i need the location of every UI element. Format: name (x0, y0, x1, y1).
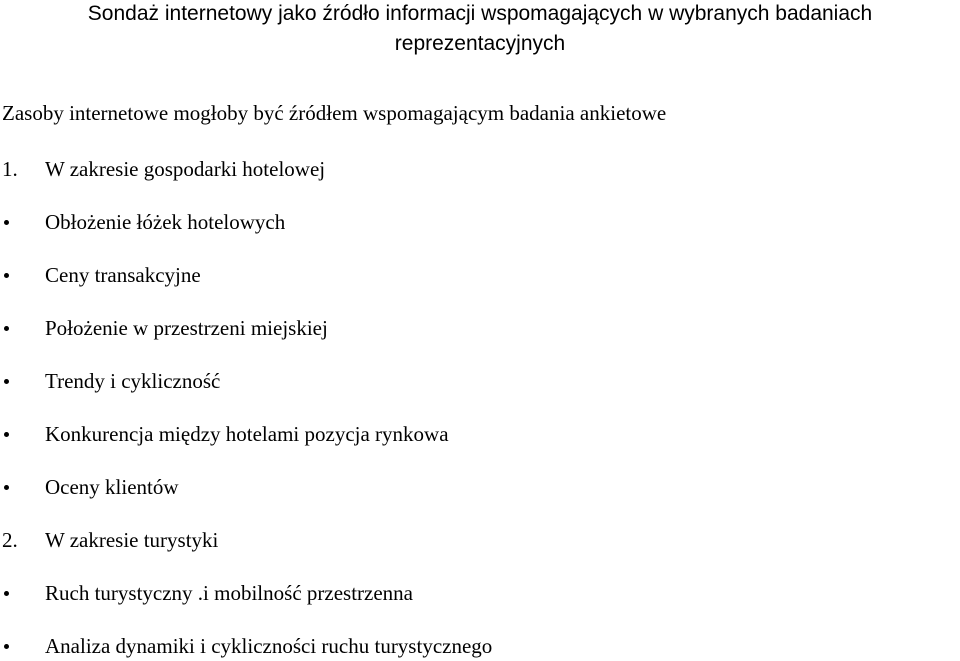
list-item-text: Oceny klientów (45, 475, 179, 499)
bullet-icon (4, 644, 9, 649)
list-item-text: Położenie w przestrzeni miejskiej (45, 316, 328, 340)
section-number: 2. (2, 528, 18, 552)
bullet-icon (4, 326, 9, 331)
section-number: 1. (2, 157, 18, 181)
list-item-text: Ceny transakcyjne (45, 263, 201, 287)
bullet-icon (4, 485, 9, 490)
page-header (0, 0, 960, 60)
page-title-line-1: Sondaż internetowy jako źródło informacji wspomagających w wybranych badaniach (87, 2, 873, 25)
bullet-icon (4, 591, 9, 596)
bullet-icon (4, 220, 9, 225)
list-item-text: Trendy i cykliczność (45, 369, 221, 393)
section-heading-text: W zakresie gospodarki hotelowej (45, 157, 326, 181)
list-item-text: Konkurencja między hotelami pozycja rynkowa (45, 422, 449, 446)
intro-text: Zasoby internetowe mogłoby być źródłem wspomagającym badania ankietowe (2, 101, 667, 125)
list-item-text: Obłożenie łóżek hotelowych (45, 210, 286, 234)
list-item-text: Ruch turystyczny .i mobilność przestrzenna (45, 581, 413, 605)
bullet-icon (4, 432, 9, 437)
section-heading-text: W zakresie turystyki (45, 528, 219, 552)
list-item-text: Analiza dynamiki i cykliczności ruchu turystycznego (45, 634, 493, 658)
bullet-icon (4, 379, 9, 384)
bullet-icon (4, 273, 9, 278)
page-title-line-2: reprezentacyjnych (394, 32, 566, 55)
